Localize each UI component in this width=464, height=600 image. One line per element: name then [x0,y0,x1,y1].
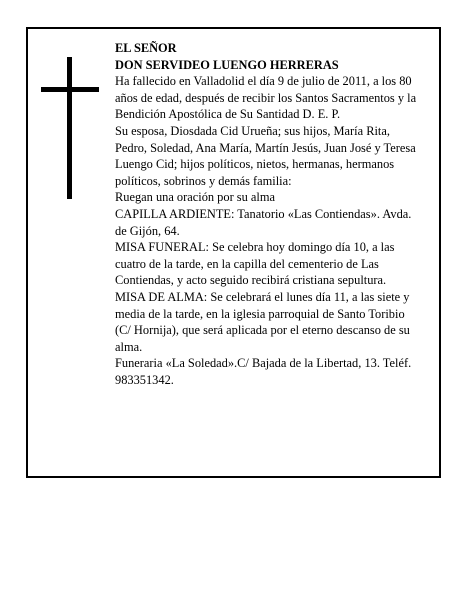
notice-title-line1: EL SEÑOR [115,41,177,55]
notice-paragraph-family: Su esposa, Diosdada Cid Urueña; sus hijos, María Rita, Pedro, Soledad, Ana María, Martín Jesús, Juan José y Teresa Luengo Cid; hijos políticos, nietos, hermanas, hermanos políticos, sobrinos y demás familia: [115,123,416,188]
notice-paragraph-chapel: CAPILLA ARDIENTE: Tanatorio «Las Contiendas». Avda. de Gijón, 64. [115,206,412,238]
notice-paragraph-funeral-mass: MISA FUNERAL: Se celebra hoy domingo día 10, a las cuatro de la tarde, en la capilla del cementerio de Las Contiendas, y acto seguido recibirá cristiana sepultura. [115,240,395,288]
notice-paragraph-funeral-home: Funeraria «La Soledad».C/ Bajada de la Libertad, 13. Teléf. 983351342. [115,356,412,387]
cross-icon [41,57,99,199]
deceased-name: DON SERVIDEO LUENGO HERRERAS [115,57,339,72]
notice-text [115,40,420,388]
cross-vertical-bar [67,57,72,199]
notice-paragraph-soul-mass: MISA DE ALMA: Se celebrará el lunes día 11, a las siete y media de la tarde, en la iglesia parroquial de Santo Toribio (C/ Hornija), que será aplicada por el eterno descanso de su alma. [115,289,410,354]
notice-paragraph-death: Ha fallecido en Valladolid el día 9 de julio de 2011, a los 80 años de edad, después de recibir los Santos Sacramentos y la Bendición Apostólica de Su Santidad D. E. P. [115,74,417,122]
notice-paragraph-prayer: Ruegan una oración por su alma [115,190,275,205]
obituary-notice [26,27,441,478]
cross-horizontal-bar [41,87,99,92]
